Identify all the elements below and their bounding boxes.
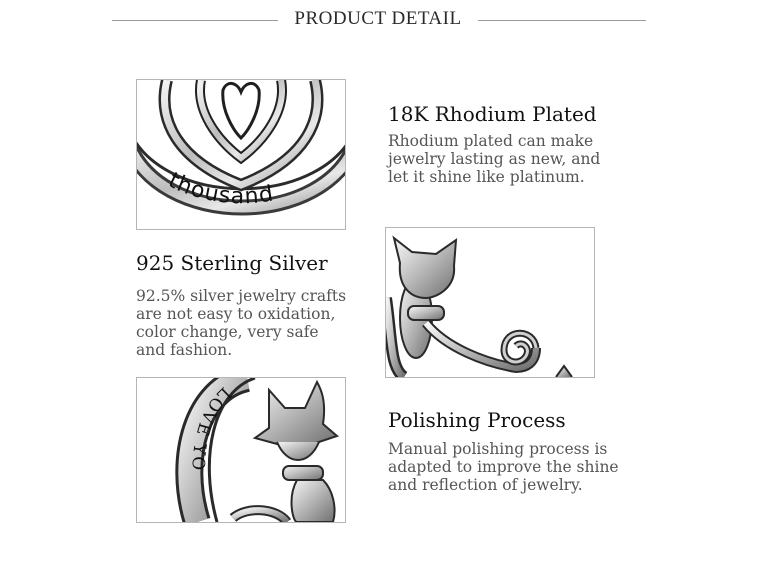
engraving-text: thousand <box>164 168 276 210</box>
feature-title-polishing: Polishing Process <box>388 408 566 432</box>
feature-title-rhodium: 18K Rhodium Plated <box>388 102 597 126</box>
product-photo-heart <box>136 79 346 230</box>
header-divider-left <box>112 20 278 21</box>
svg-text:LOVE YO <box>187 383 234 473</box>
feature-title-silver: 925 Sterling Silver <box>136 251 328 275</box>
feature-description-silver: 92.5% silver jewelry crafts are not easy to oxidation, color change, very safe and fashion. <box>136 287 347 359</box>
page-title: PRODUCT DETAIL <box>294 8 462 29</box>
cat-ring-pendant-icon <box>137 378 345 522</box>
feature-description-polishing: Manual polishing process is adapted to improve the shine and reflection of jewelry. <box>388 440 619 494</box>
engraving-text: LOVE YO <box>187 382 235 473</box>
header-divider-right <box>478 20 646 21</box>
product-photo-cat <box>385 227 595 378</box>
product-photo-ring <box>136 377 346 523</box>
cat-pendant-icon <box>386 228 594 377</box>
heart-pendant-icon <box>137 80 345 229</box>
feature-description-rhodium: Rhodium plated can make jewelry lasting as new, and let it shine like platinum. <box>388 132 601 186</box>
